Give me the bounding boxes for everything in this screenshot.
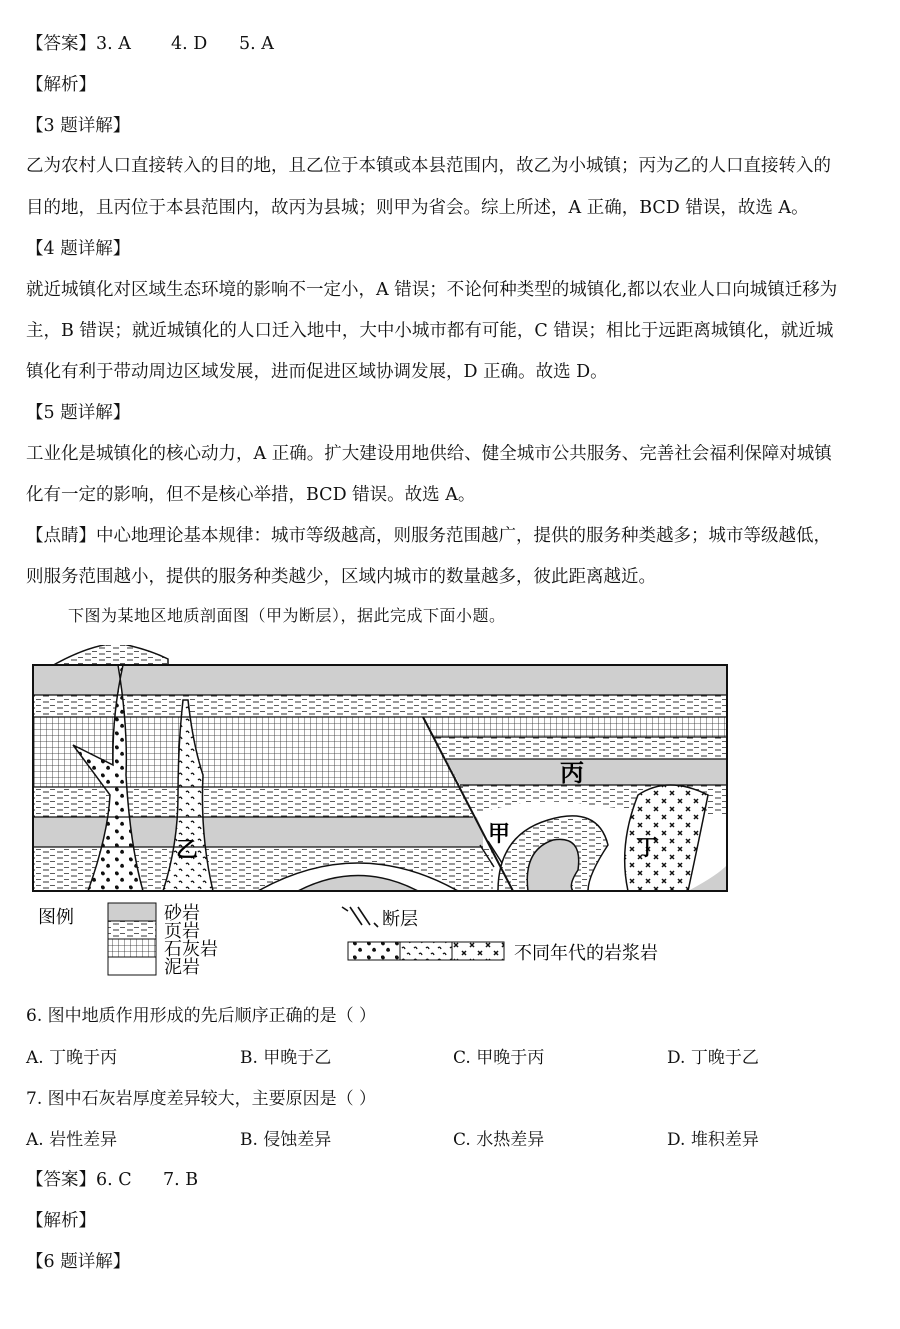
legend-shale-swatch (108, 921, 156, 939)
analysis-label: 【解析】 (26, 75, 96, 95)
tip-line: 【点睛】中心地理论基本规律：城市等级越高，则服务范围越广，提供的服务种类越多；城市等级越低， (26, 526, 831, 546)
geologic-section-figure (28, 645, 733, 990)
q7-option-b[interactable]: B. 侵蚀差异 (240, 1130, 332, 1150)
label-yi: 乙 (176, 838, 199, 863)
q6-heading: 【6 题详解】 (26, 1252, 131, 1272)
tip-line: 则服务范围越小，提供的服务种类越少，区域内城市的数量越多，彼此距离越近。 (26, 567, 656, 587)
legend-mudstone: 泥岩 (164, 957, 200, 978)
sandstone-layer-lower (33, 817, 483, 847)
q6-option-a[interactable]: A. 丁晚于丙 (26, 1048, 118, 1068)
legend-sandstone: 砂岩 (164, 903, 200, 924)
answer-item: 3. A (96, 34, 131, 54)
sandstone-layer-top (33, 665, 727, 695)
q6-stem: 6. 图中地质作用形成的先后顺序正确的是（ ） (26, 1006, 377, 1026)
q7-stem: 7. 图中石灰岩厚度差异较大，主要原因是（ ） (26, 1089, 377, 1109)
answer-item: 4. D (171, 34, 208, 54)
legend-magma-2 (400, 942, 452, 960)
legend-title: 图例 (38, 907, 74, 928)
q5-text-line: 工业化是城镇化的核心动力，A 正确。扩大建设用地供给、健全城市公共服务、完善社会福利保障对城镇 (26, 444, 832, 464)
label-jia: 甲 (488, 822, 511, 847)
answer-line-1 (26, 30, 274, 55)
q6-option-b[interactable]: B. 甲晚于乙 (240, 1048, 332, 1068)
q7-option-c[interactable]: C. 水热差异 (453, 1130, 545, 1150)
q6-option-d[interactable]: D. 丁晚于乙 (667, 1048, 759, 1068)
legend-fault: 断层 (382, 909, 418, 930)
answer-item: 6. C (96, 1170, 132, 1190)
answer-item: 5. A (239, 34, 274, 54)
legend-limestone: 石灰岩 (164, 939, 218, 960)
fault-legend-icon (342, 907, 378, 927)
q4-text-line: 就近城镇化对区域生态环境的影响不一定小，A 错误；不论何种类型的城镇化,都以农业人口向城镇迁移为 (26, 280, 838, 300)
q4-text-line: 主，B 错误；就近城镇化的人口迁入地中，大中小城市都有可能，C 错误；相比于远距离城镇化，就近城 (26, 321, 834, 341)
answer-label: 【答案】 (26, 1170, 96, 1190)
figure-intro: 下图为某地区地质剖面图（甲为断层），据此完成下面小题。 (68, 606, 506, 625)
q6-option-c[interactable]: C. 甲晚于丙 (453, 1048, 545, 1068)
answer-line-2 (26, 1166, 198, 1191)
analysis-label: 【解析】 (26, 1211, 96, 1231)
legend-sandstone-swatch (108, 903, 156, 921)
legend-limestone-swatch (108, 939, 156, 957)
legend-mudstone-swatch (108, 957, 156, 975)
q4-text-line: 镇化有利于带动周边区域发展，进而促进区域协调发展，D 正确。故选 D。 (26, 362, 608, 382)
q7-option-a[interactable]: A. 岩性差异 (26, 1130, 118, 1150)
legend-shale: 页岩 (164, 921, 200, 942)
q3-text-line: 目的地，且丙位于本县范围内，故丙为县城；则甲为省会。综上所述，A 正确，BCD 错误，故选 A。 (26, 198, 809, 218)
q4-heading: 【4 题详解】 (26, 239, 131, 259)
answer-label: 【答案】 (26, 34, 96, 54)
volcano-cone (50, 645, 168, 667)
q3-heading: 【3 题详解】 (26, 116, 131, 136)
legend-magma: 不同年代的岩浆岩 (514, 943, 658, 964)
label-ding: 丁 (636, 836, 659, 861)
q5-text-line: 化有一定的影响，但不是核心举措，BCD 错误。故选 A。 (26, 485, 476, 505)
q7-option-d[interactable]: D. 堆积差异 (667, 1130, 759, 1150)
legend-magma-1 (348, 942, 400, 960)
q5-heading: 【5 题详解】 (26, 403, 131, 423)
q3-text-line: 乙为农村人口直接转入的目的地，且乙位于本镇或本县范围内，故乙为小城镇；丙为乙的人口直接转入的 (26, 156, 831, 176)
answer-item: 7. B (163, 1170, 199, 1190)
legend-magma-3 (452, 942, 504, 960)
label-bing: 丙 (560, 759, 584, 787)
